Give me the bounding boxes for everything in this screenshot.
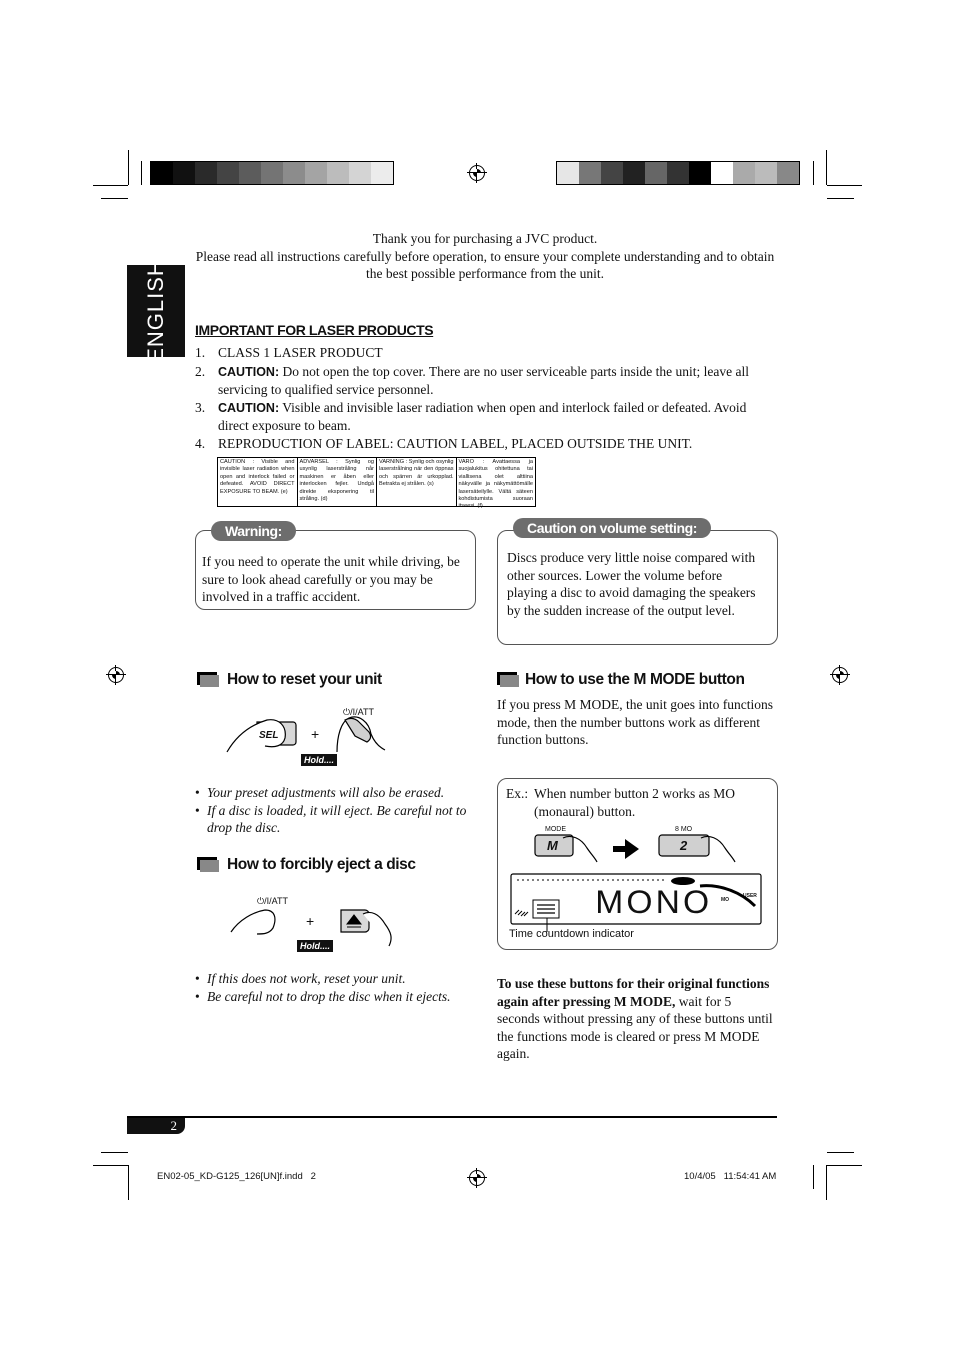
intro-text <box>190 230 780 283</box>
footer-rule <box>127 1116 777 1118</box>
reset-note: • If a disc is loaded, it will eject. Be careful not to drop the disc. <box>195 802 480 837</box>
page-number: 2 <box>127 1118 185 1134</box>
grayscale-bar-left <box>150 161 394 185</box>
laser-item: 4. REPRODUCTION OF LABEL: CAUTION LABEL, PLACED OUTSIDE THE UNIT. <box>195 435 693 451</box>
reset-note: • Your preset adjustments will also be erased. <box>195 784 480 802</box>
crop-mark <box>93 185 128 186</box>
file-slug: EN02-05_KD-G125_126[UN]f.indd 2 <box>157 1171 316 1182</box>
crop-mark <box>813 1165 814 1189</box>
date-slug: 10/4/05 11:54:41 AM <box>684 1171 777 1182</box>
reset-section-title: How to reset your unit <box>227 671 382 688</box>
grayscale-bar-right <box>556 161 800 185</box>
crop-mark <box>826 1165 827 1200</box>
power-att-label: ⏻/I/ATT <box>343 707 374 717</box>
eject-note: • Be careful not to drop the disc when it ejects. <box>195 988 480 1006</box>
label-cell-sv: VARNING : Synlig och osynlig laserstrålning när den öppnas och spärren är urkopplad. Betrakta ej strålen. (s) <box>376 458 456 506</box>
section-marker-icon <box>197 857 219 872</box>
crop-mark <box>93 1165 128 1166</box>
plus-sign: + <box>311 726 320 742</box>
crop-mark <box>827 1152 854 1153</box>
mmode-section-title: How to use the M MODE button <box>525 671 745 688</box>
hold-label: Hold.... <box>301 754 337 766</box>
crop-mark <box>827 1165 862 1166</box>
crop-mark <box>128 1165 129 1200</box>
crop-mark <box>827 185 862 186</box>
reset-notes <box>195 784 480 837</box>
registration-target-icon <box>469 165 485 181</box>
power-att-label: ⏻/I/ATT <box>257 896 288 906</box>
laser-item: 1. CLASS 1 LASER PRODUCT <box>195 345 383 360</box>
eject-section-title: How to forcibly eject a disc <box>227 856 416 873</box>
display-mono-text: MONO <box>595 884 713 920</box>
crop-mark <box>101 198 128 199</box>
crop-mark <box>101 1152 128 1153</box>
label-cell-da: ADVARSEL : Synlig og usynlig laserstråling når maskinen er åben eller interlocken fejler. Undgå direkte eksponering til stråling. (d) <box>297 458 377 506</box>
crop-mark <box>141 161 142 185</box>
warning-label: Warning: <box>211 521 296 541</box>
mmode-footer-text: To use these buttons for their original functions again after pressing M MODE, wait for 5 seconds without pressing any of these buttons until the functions mode is cleared or press M MODE again. <box>497 976 773 1061</box>
volume-caution-label: Caution on volume setting: <box>513 518 711 538</box>
laser-item: 3. CAUTION: Visible and invisible laser radiation when open and interlock failed or defeated. Avoid direct exposure to beam. <box>195 399 747 433</box>
laser-section-title: IMPORTANT FOR LASER PRODUCTS <box>195 322 434 338</box>
volume-caution-text: Discs produce very little noise compared with other sources. Lower the volume before playing a disc to avoid damaging the speakers by the sudden increase of the output level. <box>507 550 756 618</box>
crop-mark <box>128 150 129 185</box>
plus-sign: + <box>306 913 315 929</box>
intro-line-2: Please read all instructions carefully before operation, to ensure your complete understanding and to obtain the best possible performance from the unit. <box>195 248 775 281</box>
two-button-label: 2 <box>680 838 688 853</box>
caution-label-reproduction <box>217 457 536 510</box>
intro-line-1: Thank you for purchasing a JVC product. <box>372 231 598 246</box>
registration-target-icon <box>108 667 124 683</box>
label-cell-fi: VARO : Avattaessa ja suojalukitus ohitettuna tai viallisena olet alttiina näkyvälle ja näkymättömälle lasersäteilylle. Vältä säteen kohdistumista suoraan itseesi. (f) <box>456 458 536 506</box>
countdown-indicator-label: Time countdown indicator <box>509 928 634 940</box>
registration-target-icon <box>469 1170 485 1186</box>
example-text: When number button 2 works as MO (monaural) button. <box>534 786 735 819</box>
language-tab: ENGLISH <box>127 265 185 357</box>
warning-text: If you need to operate the unit while driving, be sure to look ahead carefully or you may be involved in a traffic accident. <box>202 554 460 604</box>
eject-notes <box>195 970 480 1005</box>
example-prefix: Ex.: <box>506 786 529 801</box>
crop-mark <box>826 150 827 185</box>
display-mo-indicator: MO <box>721 897 730 903</box>
section-marker-icon <box>197 672 219 687</box>
crop-mark <box>827 198 854 199</box>
eject-note: • If this does not work, reset your unit. <box>195 970 480 988</box>
section-marker-icon <box>497 672 519 687</box>
laser-list <box>195 344 780 453</box>
mo-label: 8 MO <box>675 826 693 833</box>
registration-target-icon <box>832 667 848 683</box>
mode-label: MODE <box>545 826 566 833</box>
display-user-indicator: USER <box>743 893 757 899</box>
hold-label: Hold.... <box>297 940 333 952</box>
m-button-label: M <box>547 838 558 853</box>
sel-button-label: SEL <box>259 730 279 741</box>
laser-item: 2. CAUTION: Do not open the top cover. There are no user serviceable parts inside the unit; leave all servicing to qualified service personnel. <box>195 363 749 397</box>
crop-mark <box>813 161 814 185</box>
mmode-description: If you press M MODE, the unit goes into functions mode, then the number buttons work as different function buttons. <box>497 697 773 747</box>
label-cell-en: CAUTION : Visible and invisible laser radiation when open and interlock failed or defeated. AVOID DIRECT EXPOSURE TO BEAM. (e) <box>220 459 295 495</box>
